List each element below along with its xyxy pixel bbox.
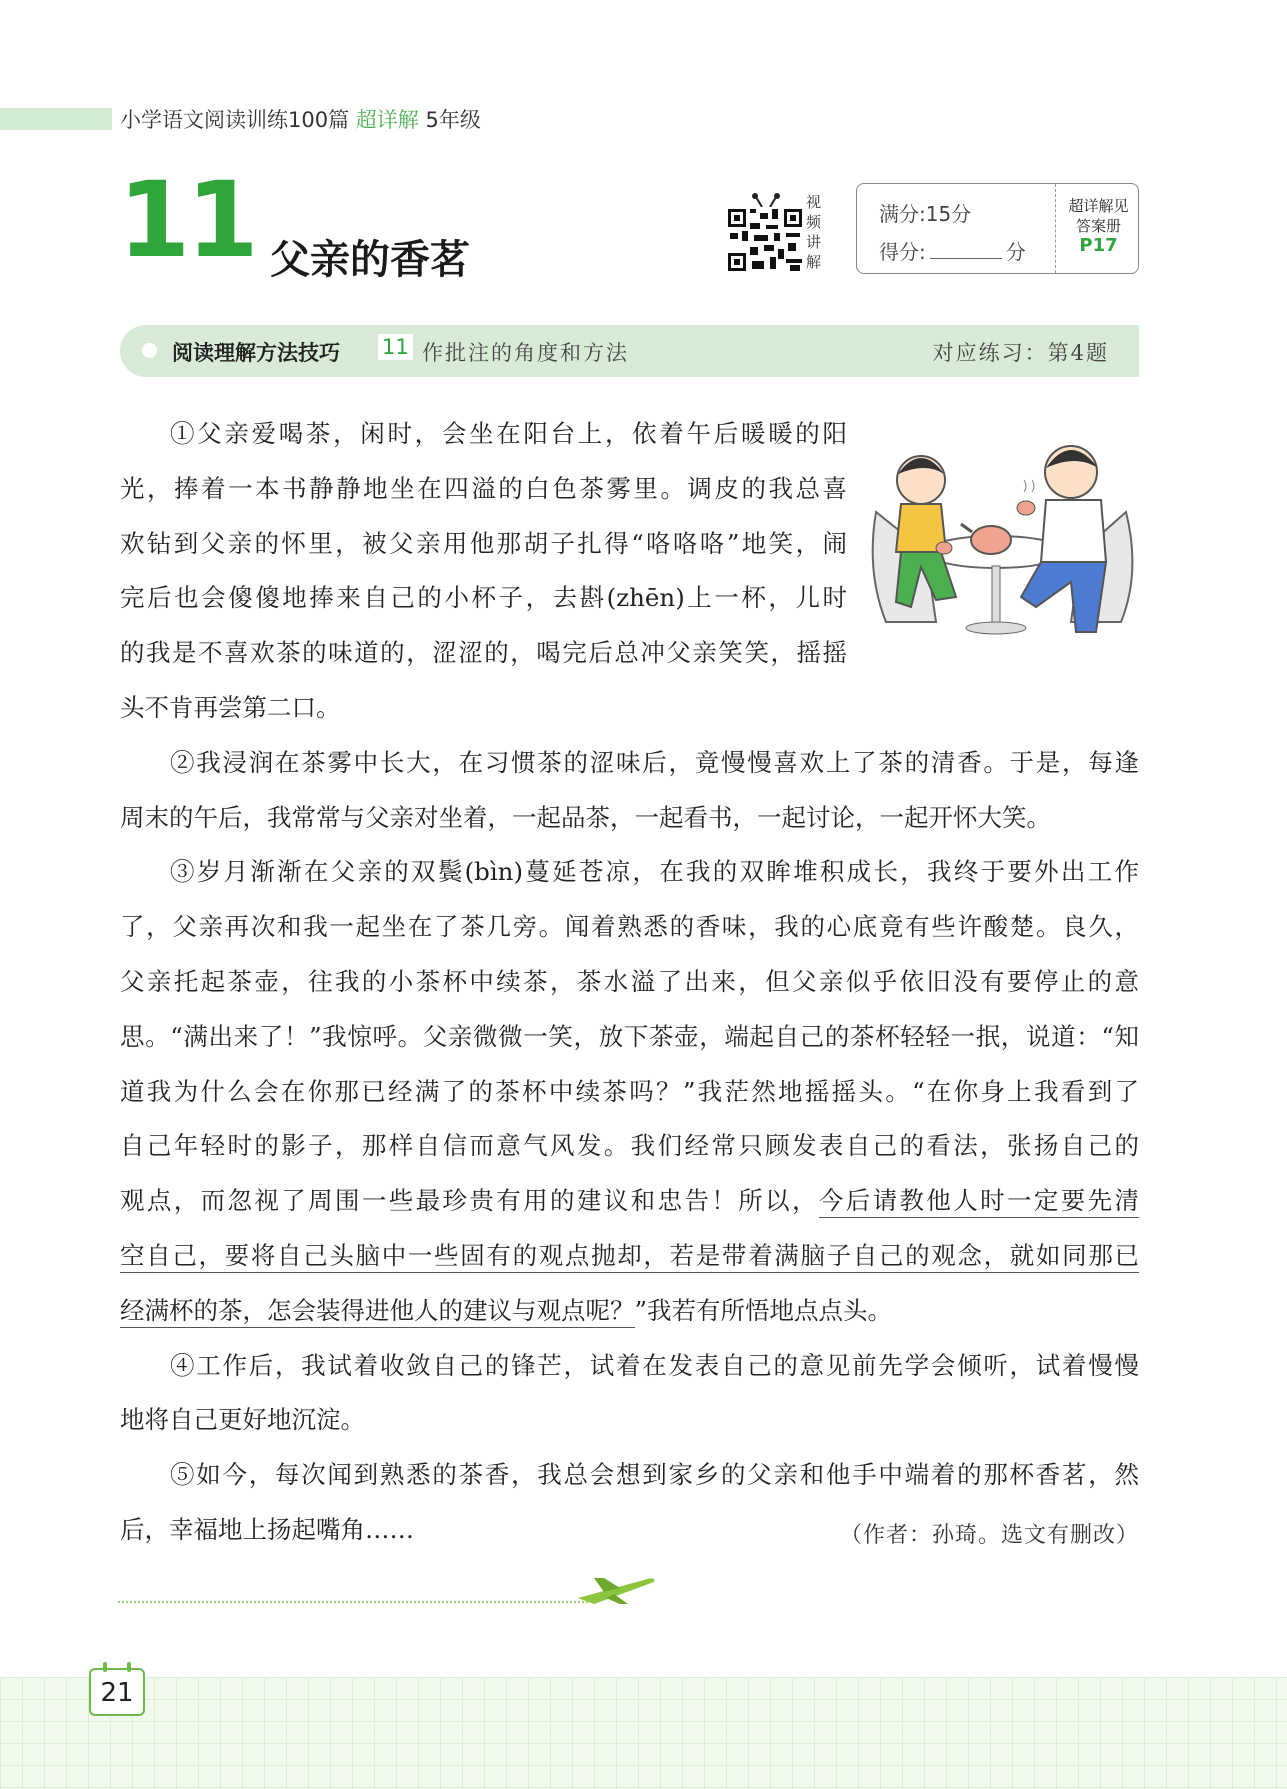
article-text: 父亲托起茶壶，往我的小茶杯中续茶，茶水溢了出来，但父亲似乎依旧没有要停止的意 — [120, 967, 1139, 996]
article-line — [170, 1458, 1139, 1492]
article-line — [170, 746, 1139, 780]
airplane-icon — [574, 1572, 658, 1606]
method-number: 11 — [378, 334, 413, 360]
article-line — [120, 910, 1139, 944]
lesson-title: 父亲的香茗 — [270, 237, 470, 283]
article-text: ②我浸润在茶雾中长大，在习惯茶的涩味后，竟慢慢喜欢上了茶的清香。于是，每逢 — [170, 747, 1139, 777]
underlined-annotation-text: 今后请教他人时一定要先清 — [819, 1186, 1139, 1218]
article-line — [170, 417, 847, 451]
article-text: 了，父亲再次和我一起坐在了茶几旁。闻着熟悉的香味，我的心底竟有些许酸楚。良久， — [120, 912, 1139, 942]
article-line — [120, 1239, 1139, 1273]
article-line — [120, 691, 847, 725]
score-box — [856, 183, 1139, 274]
article-text: 后，幸福地上扬起嘴角…… — [120, 1515, 414, 1544]
qr-label-char: 频 — [806, 213, 822, 231]
footer-grid-background — [0, 1677, 1287, 1789]
article-line — [120, 801, 1139, 835]
article-text: 地将自己更好地沉淀。 — [120, 1405, 365, 1435]
article-text: 周末的午后，我常常与父亲对坐着，一起品茶，一起看书，一起讨论，一起开怀大笑。 — [120, 802, 1051, 832]
page-number: 21 — [89, 1668, 145, 1716]
score-unit: 分 — [1005, 240, 1026, 264]
method-banner — [120, 325, 1139, 377]
answer-ref-line: 超详解见 — [1068, 197, 1129, 215]
header-accent-bar — [0, 108, 112, 130]
book-header — [120, 104, 481, 134]
article-source: （作者：孙琦。选文有删改） — [839, 1523, 1139, 1548]
article-text: 道我为什么会在你那已经满了的茶杯中续茶吗？”我茫然地摇摇头。“在你身上我看到了 — [120, 1076, 1139, 1106]
full-score: 满分:15分 — [879, 202, 972, 226]
video-explanation-label — [806, 192, 824, 272]
book-series: 小学语文阅读训练100篇 — [120, 108, 350, 132]
article-text: ⑤如今，每次闻到熟悉的茶香，我总会想到家乡的父亲和他手中端着的那杯香茗，然 — [170, 1460, 1139, 1490]
score-label: 得分: — [879, 240, 926, 264]
underlined-annotation-text: 空自己，要将自己头脑中一些固有的观点抛却，若是带着满脑子自己的观念，就如同那已 — [120, 1241, 1139, 1273]
article-text: ③岁月渐渐在父亲的双鬓(bìn)蔓延苍凉，在我的双眸堆积成长，我终于要外出工作 — [170, 857, 1139, 887]
article-text: 头不肯再尝第二口。 — [120, 693, 341, 722]
score-field[interactable] — [879, 236, 1026, 265]
method-title: 阅读理解方法技巧 — [172, 341, 340, 365]
article-text: 自己年轻时的影子，那样自信而意气风发。我们经常只顾发表自己的看法，张扬自己的 — [120, 1131, 1139, 1161]
article-line — [120, 1020, 1139, 1054]
article-line — [120, 1184, 1139, 1218]
method-subtitle: 作批注的角度和方法 — [422, 341, 629, 365]
footer-divider — [118, 1601, 588, 1603]
qr-label-char: 讲 — [806, 233, 822, 251]
article-text: 的我是不喜欢茶的味道的，涩涩的，喝完后总冲父亲笑笑，摇摇 — [120, 638, 847, 668]
article-line — [120, 581, 847, 615]
article-text: ④工作后，我试着收敛自己的锋芒，试着在发表自己的意见前先学会倾听，试着慢慢 — [170, 1350, 1139, 1380]
lesson-number: 11 — [118, 159, 255, 281]
book-grade: 5年级 — [425, 108, 481, 132]
qr-label-char: 视 — [806, 193, 822, 211]
article-line — [120, 965, 1139, 999]
article-line — [120, 1129, 1139, 1163]
book-highlight: 超详解 — [355, 108, 419, 132]
article-text: 欢钻到父亲的怀里，被父亲用他那胡子扎得“咯咯咯”地笑，闹 — [120, 528, 847, 558]
article-line — [120, 1403, 1139, 1437]
article-line — [170, 855, 1139, 889]
answer-page: P17 — [1079, 235, 1118, 256]
article-line — [170, 1349, 1139, 1383]
article-text: 观点，而忽视了周围一些最珍贵有用的建议和忠告！所以， — [120, 1186, 819, 1216]
article-text: 完后也会傻傻地捧来自己的小杯子，去斟(zhēn)上一杯，儿时 — [120, 583, 847, 613]
article-line — [120, 1075, 1139, 1109]
underlined-annotation-text: 经满杯的茶，怎会装得进他人的建议与观点呢？ — [120, 1296, 635, 1328]
score-divider — [1055, 184, 1056, 273]
father-son-tea-illustration — [866, 432, 1142, 654]
article-line — [120, 636, 847, 670]
article-line — [120, 472, 847, 506]
article-line — [120, 527, 847, 561]
article-text: 光，捧着一本书静静地坐在四溢的白色茶雾里。调皮的我总喜 — [120, 473, 847, 503]
qr-code-icon[interactable] — [726, 193, 804, 273]
answer-ref-line: 答案册 — [1075, 217, 1121, 235]
score-blank[interactable] — [930, 258, 1002, 259]
article-text: ”我若有所悟地点点头。 — [634, 1295, 893, 1325]
bullet-dot-icon — [142, 343, 157, 358]
answer-reference — [1057, 196, 1140, 256]
article-line — [120, 1294, 1139, 1328]
article-text: ①父亲爱喝茶，闲时，会坐在阳台上，依着午后暖暖的阳 — [170, 419, 847, 448]
practice-reference: 对应练习：第4题 — [932, 341, 1109, 365]
qr-label-char: 解 — [806, 253, 822, 271]
article-text: 思。“满出来了！”我惊呼。父亲微微一笑，放下茶壶，端起自己的茶杯轻轻一抿，说道：“知 — [120, 1021, 1139, 1051]
